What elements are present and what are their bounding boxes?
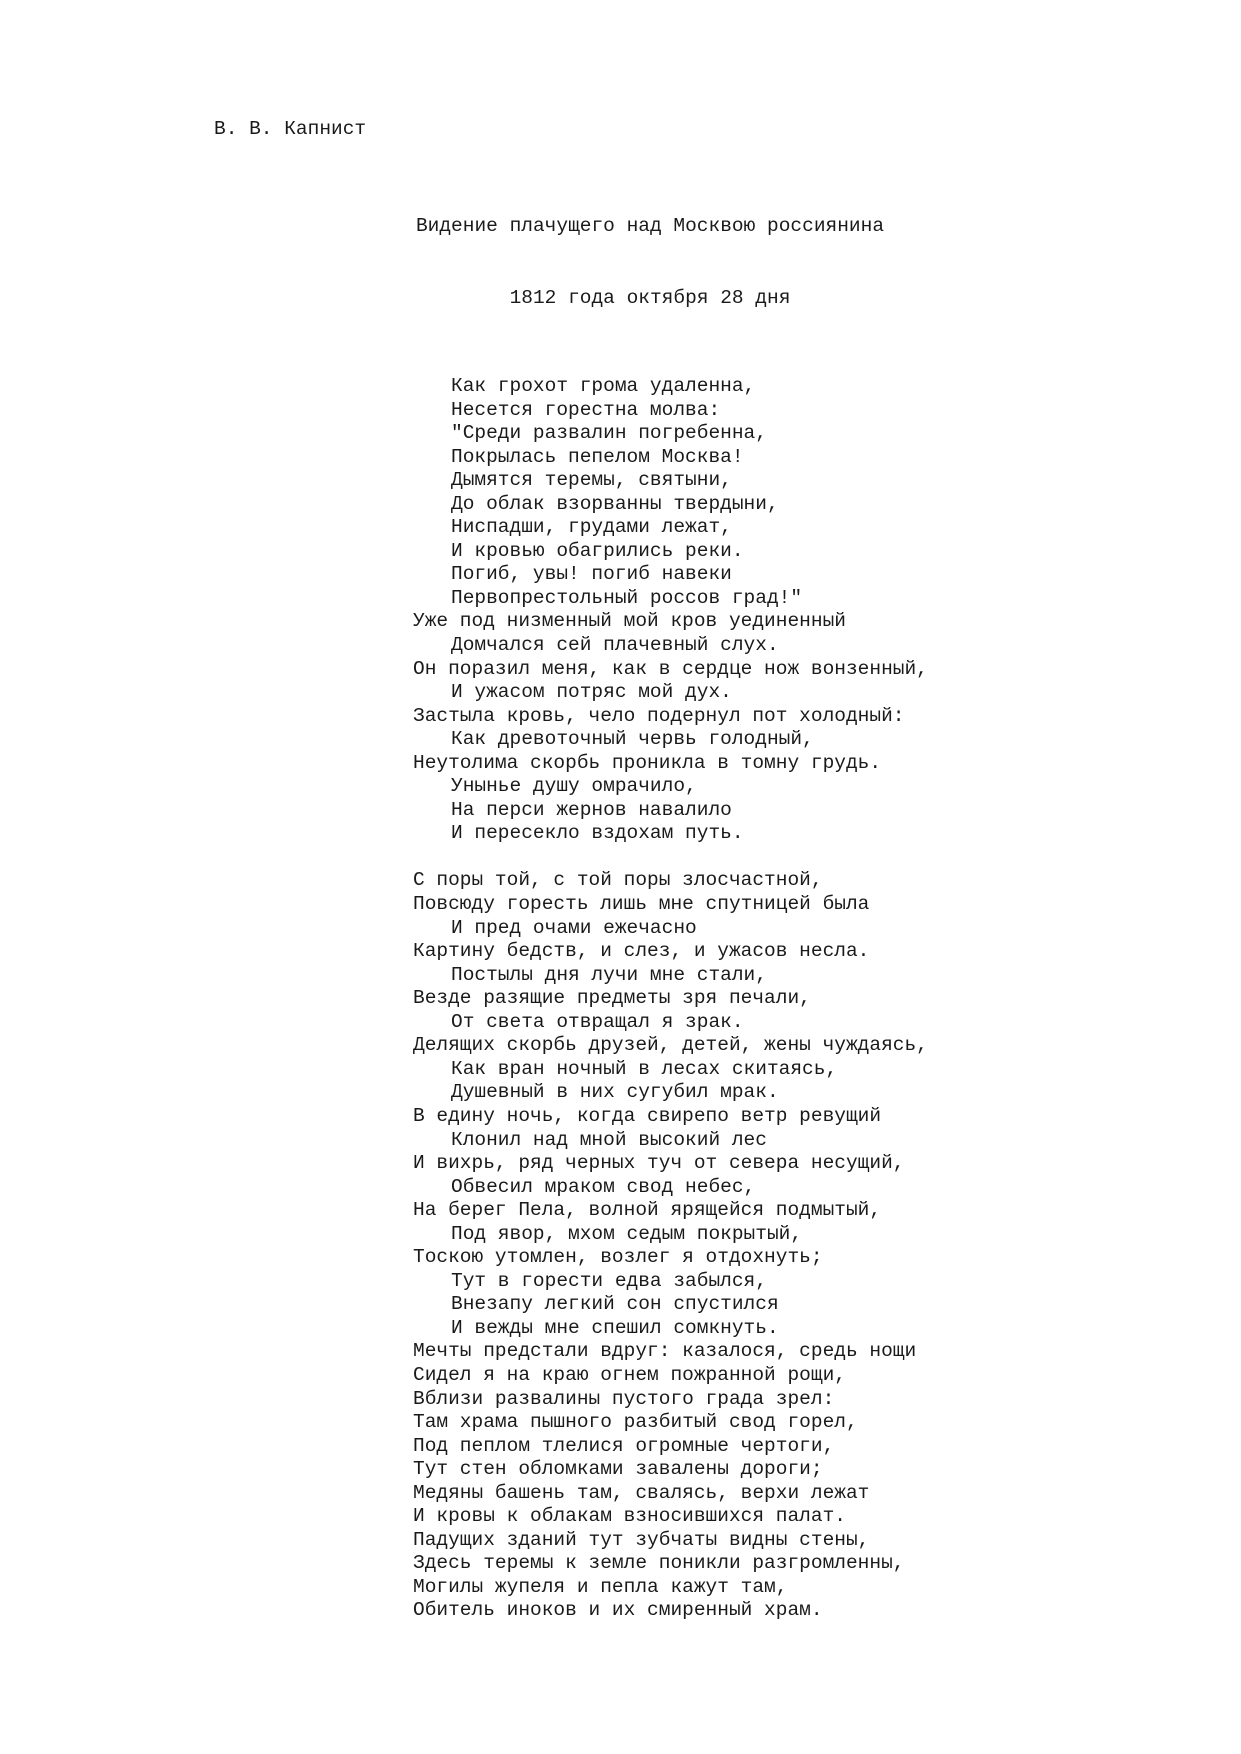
- poem-line: Ниспадши, грудами лежат,: [451, 516, 732, 539]
- poem-line: И вихрь, ряд черных туч от севера несущий,: [413, 1152, 905, 1175]
- poem-title-line: Видение плачущего над Москвою россиянина: [415, 215, 885, 237]
- poem-line: На перси жернов навалило: [451, 798, 732, 821]
- stanza-break: [413, 846, 928, 870]
- poem-line: Здесь теремы к земле поникли разгромленны,: [413, 1552, 905, 1575]
- poem-line: Покрылась пепелом Москва!: [451, 445, 744, 468]
- poem-line: Под пеплом тлелися огромные чертоги,: [413, 1434, 835, 1457]
- poem-line: Повсюду горесть лишь мне спутницей была: [413, 893, 870, 916]
- poem-line: В едину ночь, когда свирепо ветр ревущий: [413, 1104, 882, 1127]
- poem-line: Падущих зданий тут зубчаты видны стены,: [413, 1528, 870, 1551]
- author-name: В. В. Капнист: [214, 118, 367, 140]
- poem-line: Медяны башень там, свалясь, верхи лежат: [413, 1481, 870, 1504]
- poem-line: И ужасом потряс мой дух.: [451, 681, 732, 704]
- poem-line: Тут стен обломками завалены дороги;: [413, 1458, 823, 1481]
- poem-line: И кровы к облакам взносившихся палат.: [413, 1505, 846, 1528]
- poem-line: До облак взорванны твердыни,: [451, 492, 779, 515]
- poem-line: От света отвращал я зрак.: [451, 1010, 744, 1033]
- poem-line: Домчался сей плачевный слух.: [451, 634, 779, 657]
- poem-line: Несется горестна молва:: [451, 398, 721, 421]
- poem-line: Могилы жупеля и пепла кажут там,: [413, 1575, 788, 1598]
- poem-line: Погиб, увы! погиб навеки: [451, 563, 732, 586]
- poem-line: Под явор, мхом седым покрытый,: [451, 1222, 803, 1245]
- poem-line: С поры той, с той поры злосчастной,: [413, 869, 823, 892]
- poem-line: Как вран ночный в лесах скитаясь,: [451, 1057, 838, 1080]
- poem-line: Тоскою утомлен, возлег я отдохнуть;: [413, 1246, 823, 1269]
- poem-line: Там храма пышного разбитый свод горел,: [413, 1411, 858, 1434]
- poem-line: Везде разящие предметы зря печали,: [413, 987, 811, 1010]
- poem-line: Тут в горести едва забылся,: [451, 1269, 767, 1292]
- poem-line: И кровью обагрились реки.: [451, 539, 744, 562]
- poem-line: Вблизи развалины пустого града зрел:: [413, 1387, 835, 1410]
- poem-body: [413, 375, 928, 1623]
- poem-line: Унынье душу омрачило,: [451, 775, 697, 798]
- poem-line: "Среди развалин погребенна,: [451, 422, 767, 445]
- poem-line: Душевный в них сугубил мрак.: [451, 1081, 779, 1104]
- poem-line: Неутолима скорбь проникла в томну грудь.: [413, 751, 882, 774]
- poem-line: Он поразил меня, как в сердце нож вонзенный,: [413, 657, 928, 680]
- poem-line: Сидел я на краю огнем пожранной рощи,: [413, 1363, 846, 1386]
- poem-line: Клонил над мной высокий лес: [451, 1128, 767, 1151]
- poem-line: Постылы дня лучи мне стали,: [451, 963, 767, 986]
- poem-line: Мечты предстали вдруг: казалося, средь нощи: [413, 1340, 917, 1363]
- poem-line: И вежды мне спешил сомкнуть.: [451, 1316, 779, 1339]
- poem-line: На берег Пела, волной ярящейся подмытый,: [413, 1199, 882, 1222]
- poem-line: Делящих скорбь друзей, детей, жены чуждаясь,: [413, 1034, 928, 1057]
- poem-line: Первопрестольный россов град!": [451, 586, 803, 609]
- poem-line: Как древоточный червь голодный,: [451, 728, 814, 751]
- poem-line: Уже под низменный мой кров уединенный: [413, 610, 846, 633]
- poem-line: Застыла кровь, чело подернул пот холодный:: [413, 704, 905, 727]
- poem-line: Обвесил мраком свод небес,: [451, 1175, 756, 1198]
- poem-line: Дымятся теремы, святыни,: [451, 469, 732, 492]
- poem-date-line: 1812 года октября 28 дня: [509, 287, 791, 309]
- poem-line: И пересекло вздохам путь.: [451, 822, 744, 845]
- poem-line: И пред очами ежечасно: [451, 916, 697, 939]
- poem-line: Обитель иноков и их смиренный храм.: [413, 1599, 823, 1622]
- poem-title: [400, 166, 900, 334]
- poem-line: Внезапу легкий сон спустился: [451, 1293, 779, 1316]
- poem-line: Как грохот грома удаленна,: [451, 375, 756, 397]
- poem-line: Картину бедств, и слез, и ужасов несла.: [413, 940, 870, 963]
